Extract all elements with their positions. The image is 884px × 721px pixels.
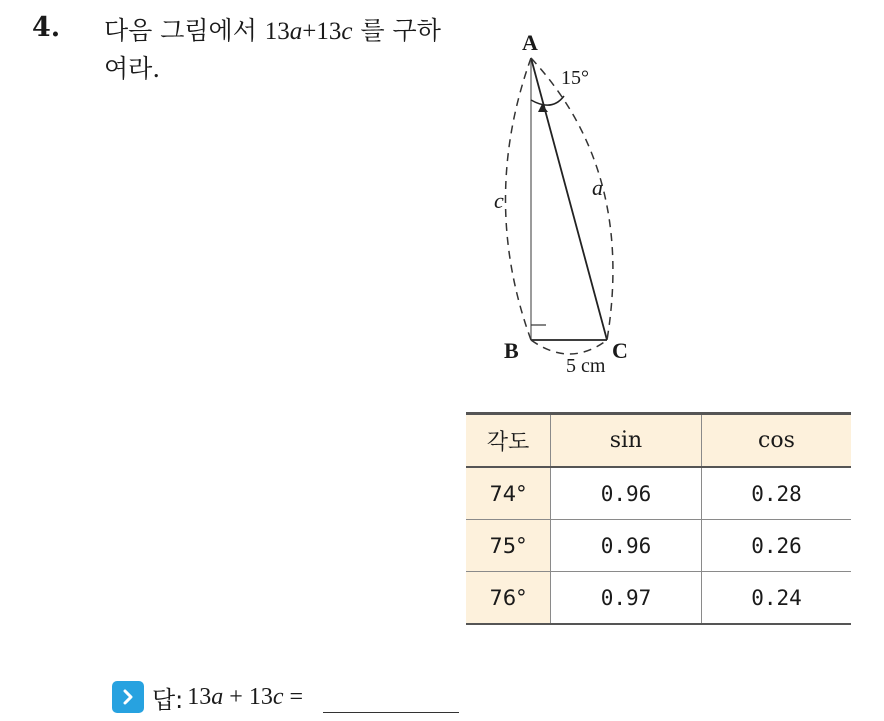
row-sin: 0.96 [551, 467, 702, 520]
header-cos: cos [701, 414, 851, 468]
answer-coef-a: 13 [187, 683, 212, 710]
row-angle: 76° [466, 572, 551, 625]
answer-var-c: c [272, 683, 284, 710]
question-suffix: 를 구하여라. [104, 16, 441, 83]
answer-coef-c: 13 [248, 683, 273, 710]
answer-var-a: a [211, 683, 224, 710]
table-row [466, 467, 851, 520]
chevron-right-icon [112, 681, 144, 713]
question-number: 4. [32, 12, 61, 43]
row-cos: 0.26 [701, 520, 851, 572]
angle-label: 15° [561, 67, 589, 89]
row-sin: 0.96 [551, 520, 702, 572]
question-expression [265, 18, 353, 45]
row-sin: 0.97 [551, 572, 702, 625]
answer-equals: = [289, 683, 304, 710]
answer-blank-input[interactable] [323, 682, 459, 713]
answer-label: 답: [152, 685, 184, 714]
side-a-label: a [592, 175, 603, 200]
vertex-a-label: A [522, 30, 538, 55]
table-header-row [466, 414, 851, 468]
row-cos: 0.24 [701, 572, 851, 625]
arc-base-dashed [531, 340, 607, 354]
side-c-label: c [494, 188, 504, 213]
coef-c: 13 [316, 18, 342, 45]
row-angle: 75° [466, 520, 551, 572]
angle-arc [531, 96, 564, 105]
arc-c-dashed [506, 58, 532, 340]
var-c: c [341, 18, 353, 45]
vertex-b-label: B [504, 338, 519, 363]
table-row [466, 572, 851, 625]
vertex-c-label: C [612, 338, 628, 363]
base-length-label: 5 cm [566, 355, 606, 377]
answer-plus: + [229, 683, 243, 710]
answer-expression [187, 684, 303, 711]
question-prefix: 다음 그림에서 [104, 16, 265, 45]
header-angle: 각도 [466, 414, 551, 468]
table-row [466, 520, 851, 572]
row-cos: 0.28 [701, 467, 851, 520]
triangle-figure [460, 20, 680, 380]
question-text [104, 12, 449, 87]
var-a: a [289, 18, 303, 45]
trig-table [466, 412, 851, 625]
row-angle: 74° [466, 467, 551, 520]
plus-sign: + [302, 18, 317, 45]
coef-a: 13 [264, 18, 290, 45]
header-sin: sin [551, 414, 702, 468]
answer-line [112, 679, 459, 715]
